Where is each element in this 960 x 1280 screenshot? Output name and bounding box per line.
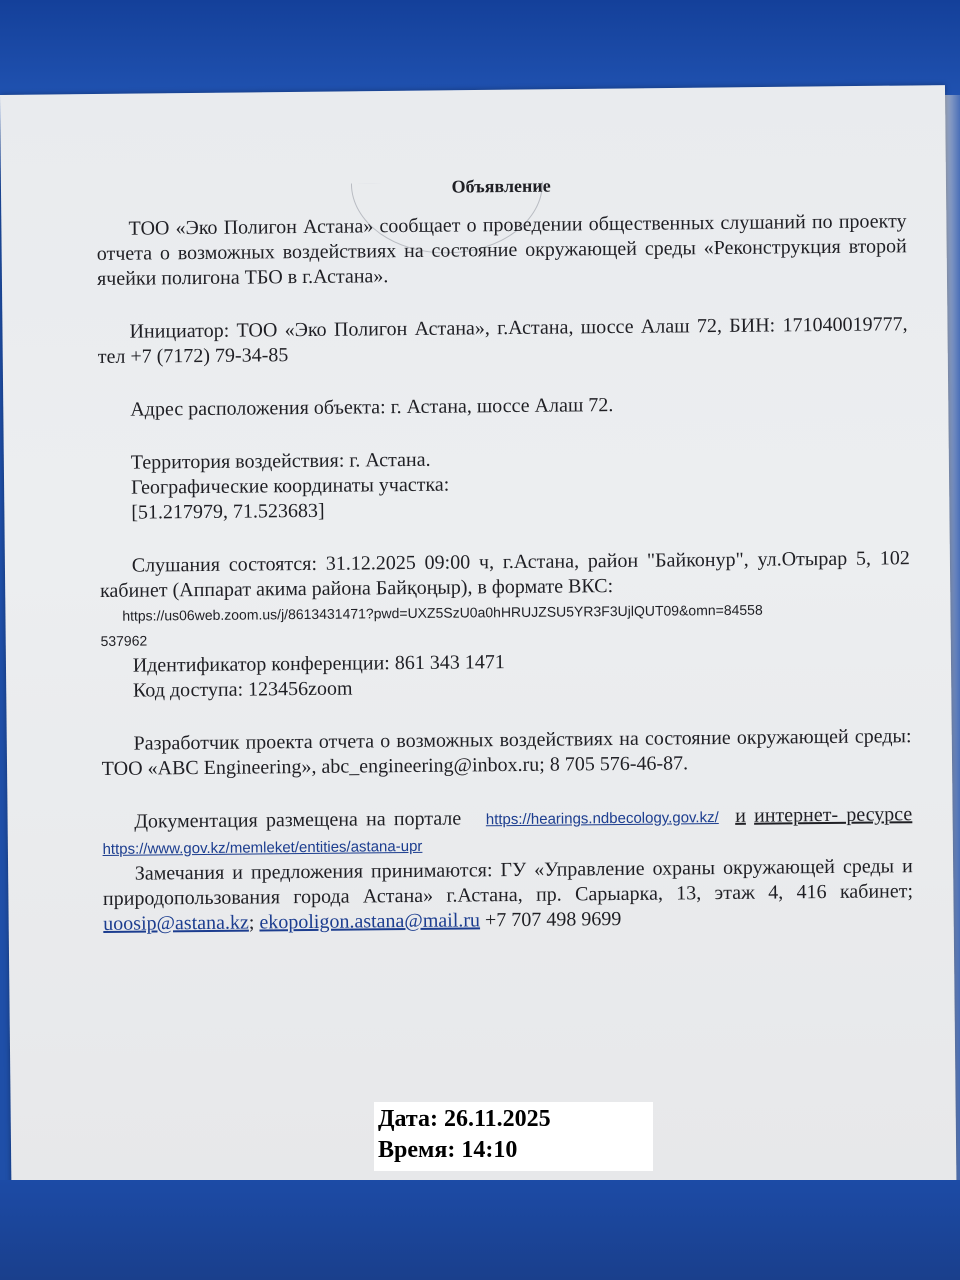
docs-and: и: [735, 804, 746, 827]
coords-value: [51.217979, 71.523683]: [131, 499, 325, 524]
remarks-email-1[interactable]: uoosip@astana.kz: [103, 911, 249, 935]
hearings-paragraph: Слушания состоятся: 31.12.2025 09:00 ч, г.Астана, район "Байконур", ул.Отырар 5, 102 кабинет (Аппарат акима района Байқоңыр), в формате ВКС:: [99, 547, 910, 602]
remarks-email-2[interactable]: ekopoligon.astana@mail.ru: [259, 909, 481, 934]
docs-internet-label: интернет- ресурсе: [753, 803, 913, 827]
date-time-stamp: [374, 1102, 653, 1171]
access-code: Код доступа: 123456zoom: [132, 677, 353, 702]
intro-paragraph: ТОО «Эко Полигон Астана» сообщает о проведении общественных слушаний по проекту отчета о возможных воздействиях на состояние окружающей среды «Реконструкция второй ячейки полигона ТБО в г.Астана».: [96, 210, 907, 290]
remarks-phone: +7 707 498 9699: [484, 907, 622, 932]
territory-line: Территория воздействия: г. Астана.: [130, 448, 431, 474]
remarks-text: Замечания и предложения принимаются: ГУ «Управление охраны окружающей среды и природопользования города Астана» г.Астана, пр. Сарыарка, 13, этаж 4, 416 кабинет;: [102, 855, 914, 910]
conference-id: Идентификатор конференции: 861 343 1471: [132, 651, 505, 677]
docs-paragraph: [102, 802, 912, 862]
docs-text: Документация размещена на портале: [134, 807, 462, 833]
stamp-date: Дата: 26.11.2025: [378, 1106, 551, 1132]
coords-label: Географические координаты участка:: [130, 473, 450, 499]
remarks-separator: ;: [248, 911, 255, 934]
announcement-text: [96, 162, 913, 937]
docs-portal-link[interactable]: https://hearings.ndbecology.gov.kz/: [485, 809, 719, 829]
remarks-paragraph: [103, 854, 914, 937]
initiator-paragraph: Инициатор: ТОО «Эко Полигон Астана», г.Астана, шоссе Алаш 72, БИН: 171040019777, тел +7 (7172) 79-34-85: [97, 313, 908, 368]
address-paragraph: Адрес расположения объекта: г. Астана, шоссе Алаш 72.: [130, 394, 614, 421]
zoom-link-line1[interactable]: https://us06web.zoom.us/j/8613431471?pwd=UXZ5SzU0a0hHRUJZSU5YR3F3UjlQUT09&omn=84558: [122, 601, 763, 624]
announcement-title: Объявление: [451, 175, 551, 197]
background-bottom: [0, 1180, 960, 1280]
docs-resource-link[interactable]: https://www.gov.kz/memleket/entities/astana-upr: [102, 837, 423, 858]
zoom-link-line2[interactable]: 537962: [100, 632, 148, 649]
developer-paragraph: Разработчик проекта отчета о возможных воздействиях на состояние окружающей среды: ТОО «ABC Engineering», abc_engineering@inbox.ru; 8 705 576-46-87.: [101, 725, 912, 780]
stamp-time: Время: 14:10: [378, 1137, 518, 1163]
